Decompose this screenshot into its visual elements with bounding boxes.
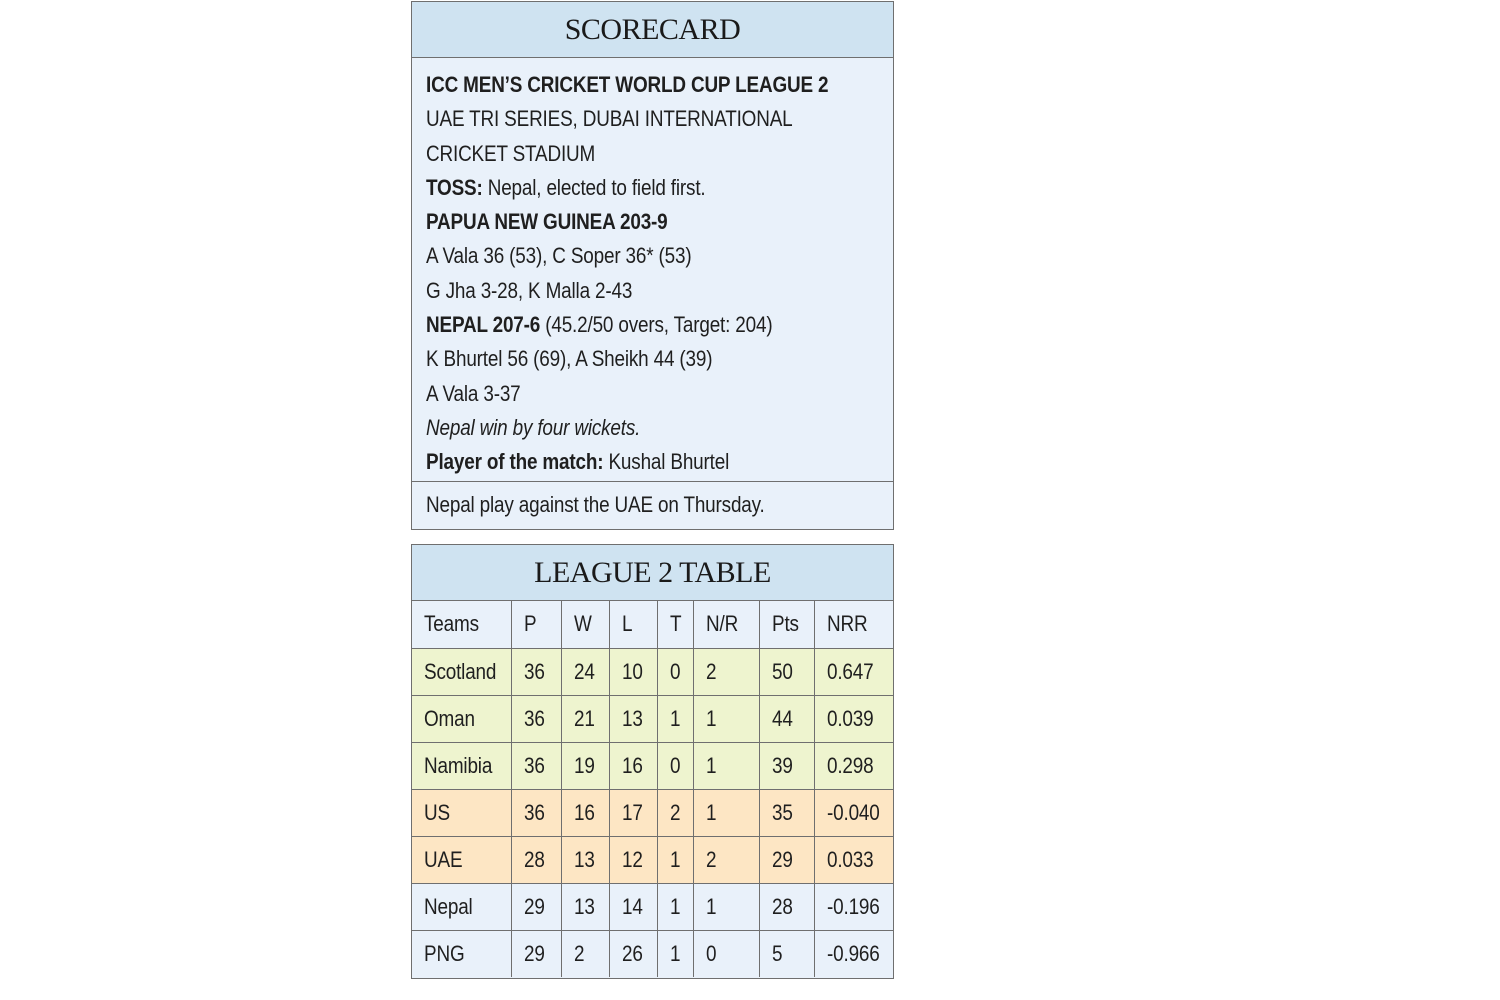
cell-team-name: Namibia: [412, 742, 511, 789]
cell-no-result: 1: [693, 883, 759, 930]
cell-lost: 26: [609, 930, 657, 977]
cell-net-run-rate: 0.647: [814, 648, 893, 695]
header-tied: T: [657, 601, 693, 648]
team1-score: PAPUA NEW GUINEA 203-9: [426, 209, 668, 235]
cell-played: 28: [511, 836, 561, 883]
cell-points: 29: [759, 836, 814, 883]
table-row: [412, 883, 893, 930]
scorecard-panel: [411, 1, 894, 530]
cell-won: 21: [561, 695, 609, 742]
table-header-row: [412, 601, 893, 648]
cell-net-run-rate: 0.039: [814, 695, 893, 742]
toss-text: Nepal, elected to field first.: [482, 174, 706, 200]
cell-lost: 17: [609, 789, 657, 836]
cell-points: 35: [759, 789, 814, 836]
cell-lost: 16: [609, 742, 657, 789]
cell-team-name: Oman: [412, 695, 511, 742]
cell-tied: 1: [657, 836, 693, 883]
header-points: Pts: [759, 601, 814, 648]
cell-net-run-rate: -0.040: [814, 789, 893, 836]
header-no-result: N/R: [693, 601, 759, 648]
cell-points: 50: [759, 648, 814, 695]
cell-points: 44: [759, 695, 814, 742]
cell-tied: 0: [657, 648, 693, 695]
cell-won: 13: [561, 836, 609, 883]
cell-lost: 12: [609, 836, 657, 883]
cell-won: 16: [561, 789, 609, 836]
cell-net-run-rate: -0.196: [814, 883, 893, 930]
cell-played: 29: [511, 883, 561, 930]
table-row: [412, 648, 893, 695]
cell-team-name: PNG: [412, 930, 511, 977]
cell-won: 2: [561, 930, 609, 977]
cell-tied: 2: [657, 789, 693, 836]
team2-score: NEPAL 207-6: [426, 312, 541, 338]
cell-lost: 13: [609, 695, 657, 742]
potm-name: Kushal Bhurtel: [603, 449, 730, 475]
cell-played: 36: [511, 695, 561, 742]
cell-net-run-rate: 0.033: [814, 836, 893, 883]
cell-points: 39: [759, 742, 814, 789]
cell-net-run-rate: -0.966: [826, 940, 880, 966]
cell-points: 5: [759, 930, 814, 977]
team1-batting: A Vala 36 (53), C Soper 36* (53): [426, 243, 692, 269]
cell-no-result: 1: [693, 742, 759, 789]
team2-overs: (45.2/50 overs, Target: 204): [540, 312, 773, 338]
cell-net-run-rate: 0.298: [814, 742, 893, 789]
cell-team-name: UAE: [412, 836, 511, 883]
cell-played: 36: [511, 648, 561, 695]
cell-won: 24: [561, 648, 609, 695]
cell-won: 19: [561, 742, 609, 789]
cell-played: 36: [511, 789, 561, 836]
team2-batting: K Bhurtel 56 (69), A Sheikh 44 (39): [426, 346, 713, 372]
header-teams: Teams: [412, 601, 511, 648]
table-row: [412, 836, 893, 883]
header-won: W: [561, 601, 609, 648]
cell-tied: 1: [657, 930, 693, 977]
cell-tied: 0: [657, 742, 693, 789]
cell-tied: 1: [657, 883, 693, 930]
table-row: [412, 742, 893, 789]
cell-lost: 14: [609, 883, 657, 930]
table-body: [412, 648, 893, 977]
scorecard-body: [412, 58, 893, 482]
header-lost: L: [609, 601, 657, 648]
cell-team-name: US: [412, 789, 511, 836]
competition-name: ICC MEN’S CRICKET WORLD CUP LEAGUE 2: [426, 72, 829, 97]
cell-played: 36: [511, 742, 561, 789]
header-played: P: [511, 601, 561, 648]
toss-label: TOSS:: [426, 174, 483, 200]
standings-table: [412, 601, 893, 977]
potm-label: Player of the match:: [426, 449, 604, 475]
league-table-panel: [411, 544, 894, 979]
header-nrr: NRR: [814, 601, 893, 648]
scorecard-footer: [412, 482, 893, 529]
cell-no-result: 1: [693, 695, 759, 742]
cell-team-name: Nepal: [412, 883, 511, 930]
cell-no-result: 0: [693, 930, 759, 977]
cell-no-result: 1: [693, 789, 759, 836]
league-table-title: LEAGUE 2 TABLE: [412, 545, 893, 601]
cell-won: 13: [561, 883, 609, 930]
team1-bowling: G Jha 3-28, K Malla 2-43: [426, 277, 633, 303]
cell-lost: 10: [609, 648, 657, 695]
table-row: [412, 695, 893, 742]
cell-tied: 1: [657, 695, 693, 742]
cell-no-result: 2: [693, 836, 759, 883]
cell-no-result: 2: [693, 648, 759, 695]
next-fixture-note: Nepal play against the UAE on Thursday.: [426, 492, 765, 518]
venue-line-1: UAE TRI SERIES, DUBAI INTERNATIONAL: [426, 106, 793, 132]
cell-played: 29: [511, 930, 561, 977]
toss-line: [426, 171, 816, 205]
player-of-match-line: [426, 445, 816, 479]
venue-line-2: CRICKET STADIUM: [426, 140, 596, 166]
scorecard-title: SCORECARD: [412, 2, 893, 58]
team2-bowling: A Vala 3-37: [426, 380, 521, 406]
table-row: [412, 789, 893, 836]
match-result: Nepal win by four wickets.: [426, 414, 641, 440]
cell-points: 28: [759, 883, 814, 930]
team2-score-line: [426, 308, 816, 342]
cell-team-name: Scotland: [412, 648, 511, 695]
table-row: [412, 930, 893, 977]
